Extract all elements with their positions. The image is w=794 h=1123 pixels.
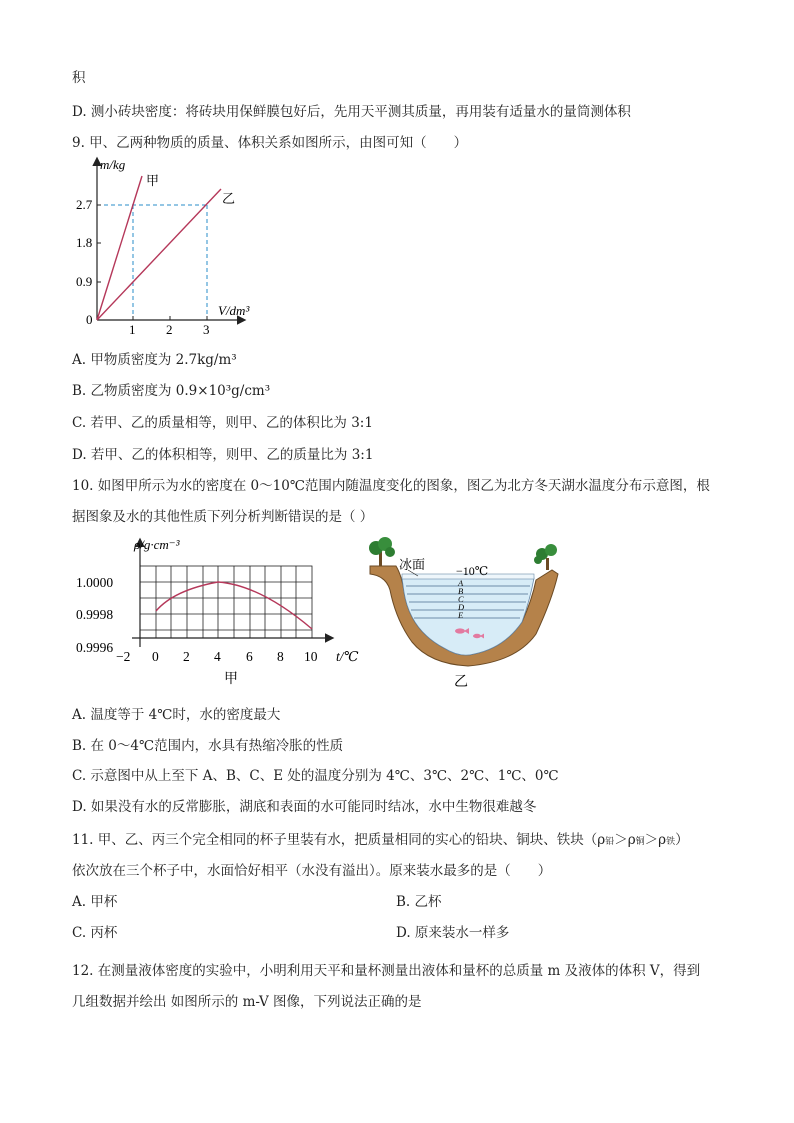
- q10-y-tick-1.0000: 1.0000: [76, 575, 114, 590]
- q9-x-axis-label: V/dm³: [218, 303, 250, 318]
- previous-question-tail: 积: [72, 70, 86, 86]
- layer-label-a: A: [458, 578, 464, 588]
- layer-label-e: E: [458, 610, 464, 620]
- q9-origin: 0: [86, 312, 93, 327]
- tree-icon-left: [369, 537, 395, 566]
- q9-mass-volume-graph: [76, 155, 252, 337]
- q10-option-d: D. 如果没有水的反常膨胀，湖底和表面的水可能同时结冰，水中生物很难越冬: [72, 799, 537, 815]
- q10-option-b: B. 在 0～4℃范围内，水具有热缩冷胀的性质: [72, 738, 344, 754]
- q10-x-tick-4: 4: [214, 649, 221, 664]
- q9-x-tick-2: 2: [166, 322, 173, 337]
- q11-stem-line-2: 依次放在三个杯子中，水面恰好相平（水没有溢出）。原来装水最多的是（ ）: [72, 863, 552, 879]
- q9-stem: 9. 甲、乙两种物质的质量、体积关系如图所示，由图可知（ ）: [72, 135, 468, 151]
- q11-option-a: A. 甲杯: [72, 894, 118, 910]
- q11-option-c: C. 丙杯: [72, 925, 118, 941]
- q9-y-axis-label: m/kg: [100, 157, 126, 172]
- q9-series-yi-label: 乙: [222, 191, 236, 206]
- q10-y-tick-0.9996: 0.9996: [76, 640, 114, 655]
- q10-y-tick-0.9998: 0.9998: [76, 607, 114, 622]
- q9-y-tick-2.7: 2.7: [76, 197, 93, 212]
- q10-option-a: A. 温度等于 4℃时，水的密度最大: [72, 707, 281, 723]
- q9-series-jia-line: [97, 176, 142, 320]
- air-temperature-label: −10℃: [456, 564, 489, 578]
- q9-series-yi-line: [97, 189, 221, 320]
- q10-option-c: C. 示意图中从上至下 A、B、C、E 处的温度分别为 4℃、3℃、2℃、1℃、0℃: [72, 768, 559, 784]
- q10-x-tick--2: −2: [116, 649, 131, 664]
- layer-label-b: B: [458, 586, 464, 596]
- q10-x-axis-label: t/℃: [336, 649, 359, 664]
- q9-series-jia-label: 甲: [146, 173, 160, 188]
- previous-option-d: D. 测小砖块密度：将砖块用保鲜膜包好后，先用天平测其质量，再用装有适量水的量筒测体积: [72, 104, 631, 120]
- lake-diagram-caption: 乙: [454, 675, 468, 690]
- q10-density-temperature-graph: [70, 532, 370, 690]
- q10-lake-diagram: [364, 530, 564, 690]
- q10-stem-line-1: 10. 如图甲所示为水的密度在 0～10℃范围内随温度变化的图象，图乙为北方冬天湖水温度分布示意图，根: [72, 478, 710, 494]
- q9-option-d: D. 若甲、乙的体积相等，则甲、乙的质量比为 3:1: [72, 447, 374, 463]
- q9-option-b: B. 乙物质密度为 0.9×10³g/cm³: [72, 383, 271, 399]
- q10-x-tick-6: 6: [246, 649, 253, 664]
- q11-option-d: D. 原来装水一样多: [396, 925, 510, 941]
- q11-option-b: B. 乙杯: [396, 894, 442, 910]
- q10-x-tick-10: 10: [304, 649, 318, 664]
- q10-stem-line-2: 据图象及水的其他性质下列分析判断错误的是（ ）: [72, 509, 374, 525]
- q9-x-tick-3: 3: [203, 322, 210, 337]
- q9-y-tick-0.9: 0.9: [76, 274, 93, 289]
- layer-label-d: D: [458, 602, 465, 612]
- q12-stem-line-2: 几组数据并绘出 如图所示的 m-V 图像，下列说法正确的是: [72, 994, 422, 1010]
- q10-x-tick-0: 0: [152, 649, 159, 664]
- q10-x-tick-8: 8: [277, 649, 284, 664]
- q9-option-a: A. 甲物质密度为 2.7kg/m³: [72, 352, 237, 368]
- ice-label: 冰面: [399, 557, 426, 572]
- q10-y-axis-label: ρ/g·cm⁻³: [134, 537, 180, 552]
- q9-y-tick-1.8: 1.8: [76, 235, 93, 250]
- q9-option-c: C. 若甲、乙的质量相等，则甲、乙的体积比为 3:1: [72, 415, 373, 431]
- q12-stem-line-1: 12. 在测量液体密度的实验中，小明利用天平和量杯测量出液体和量杯的总质量 m 及液体的体积 V，得到: [72, 963, 701, 979]
- layer-label-c: C: [458, 594, 464, 604]
- q10-x-tick-2: 2: [183, 649, 190, 664]
- q10-graph-caption: 甲: [224, 672, 238, 687]
- q11-stem-line-1: 11. 甲、乙、丙三个完全相同的杯子里装有水，把质量相同的实心的铅块、铜块、铁块（ρ铅＞ρ铜＞ρ铁）: [72, 832, 689, 848]
- q9-x-tick-1: 1: [129, 322, 136, 337]
- tree-icon-right: [534, 544, 557, 570]
